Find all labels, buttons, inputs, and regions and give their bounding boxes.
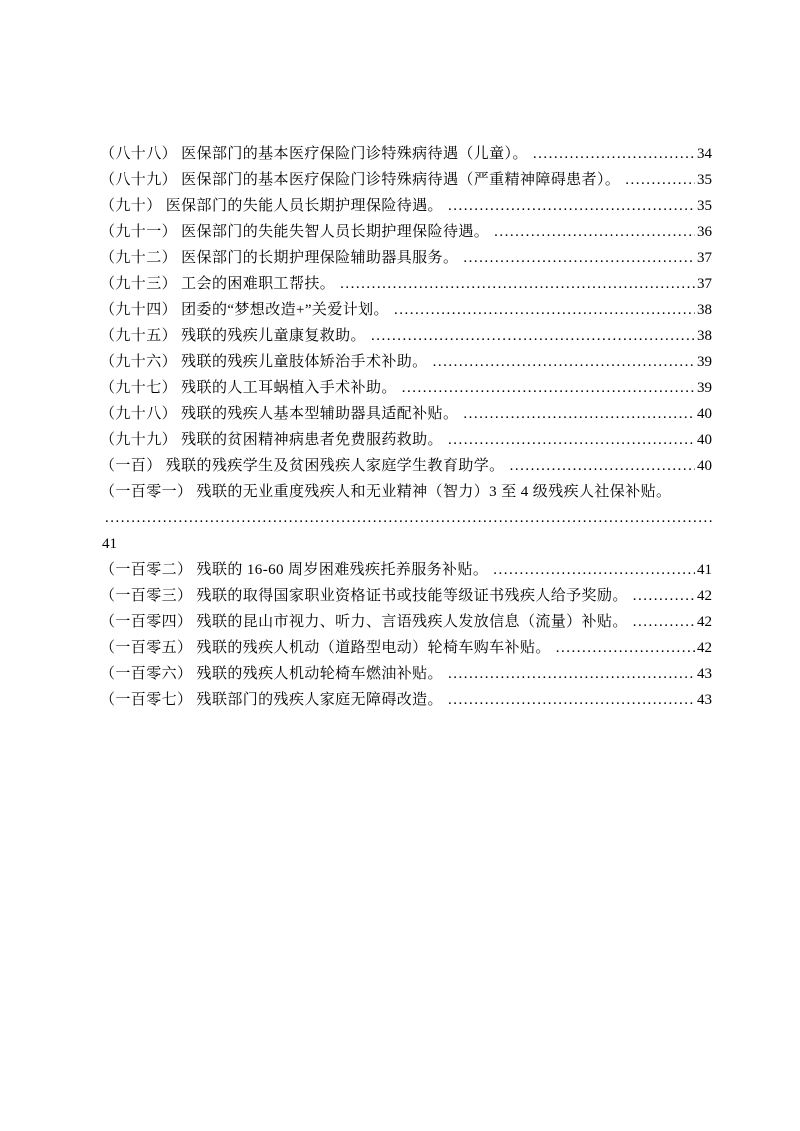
toc-entry bbox=[100, 375, 712, 401]
toc-dot-leader bbox=[551, 635, 695, 661]
toc-page-number: 37 bbox=[697, 276, 712, 292]
toc-entry bbox=[100, 245, 712, 271]
toc-dot-leader bbox=[628, 583, 695, 609]
toc-page-number: 39 bbox=[697, 354, 712, 370]
toc-entry bbox=[100, 349, 712, 375]
toc-entry-title: （一百零五） 残联的残疾人机动（道路型电动）轮椅车购车补贴。 bbox=[100, 640, 551, 656]
toc-page-number: 40 bbox=[697, 432, 712, 448]
toc-entry-title: （九十二） 医保部门的长期护理保险辅助器具服务。 bbox=[100, 250, 459, 266]
toc-entry bbox=[100, 219, 712, 245]
toc-page-number: 41 bbox=[697, 562, 712, 578]
toc-page-number: 42 bbox=[697, 614, 712, 630]
toc-page-number: 42 bbox=[697, 588, 712, 604]
toc-entry bbox=[100, 167, 712, 193]
toc-entry bbox=[100, 687, 712, 713]
toc-entry bbox=[100, 271, 712, 297]
toc-entry-title: （九十三） 工会的困难职工帮扶。 bbox=[100, 276, 336, 292]
toc-dot-leader bbox=[443, 687, 695, 713]
toc-dot-leader bbox=[628, 609, 695, 635]
toc-entry bbox=[100, 479, 712, 557]
toc-entry bbox=[100, 141, 712, 167]
toc-entry-title: （八十九） 医保部门的基本医疗保险门诊特殊病待遇（严重精神障碍患者）。 bbox=[100, 172, 621, 188]
toc-dot-leader bbox=[397, 375, 695, 401]
toc-entry-title: （九十六） 残联的残疾儿童肢体矫治手术补助。 bbox=[100, 354, 428, 370]
toc-page-number: 39 bbox=[697, 380, 712, 396]
toc-entry-title: （八十八） 医保部门的基本医疗保险门诊特殊病待遇（儿童）。 bbox=[100, 146, 528, 162]
toc-page-number: 38 bbox=[697, 328, 712, 344]
toc-page-number: 40 bbox=[697, 458, 712, 474]
toc-page-number: 38 bbox=[697, 302, 712, 318]
toc-dot-leader bbox=[366, 323, 695, 349]
toc-entry bbox=[100, 323, 712, 349]
toc-entry-title: （一百零一） 残联的无业重度残疾人和无业精神（智力）3 至 4 级残疾人社保补贴。 bbox=[100, 484, 672, 500]
toc-page-number: 43 bbox=[697, 692, 712, 708]
toc-entry-title: （一百零三） 残联的取得国家职业资格证书或技能等级证书残疾人给予奖励。 bbox=[100, 588, 628, 604]
toc-entry bbox=[100, 297, 712, 323]
toc-dot-leader bbox=[488, 557, 695, 583]
toc-dot-leader bbox=[505, 453, 695, 479]
toc-entry bbox=[100, 427, 712, 453]
toc-dot-leader bbox=[528, 141, 695, 167]
toc-entry bbox=[100, 453, 712, 479]
toc-dot-leader bbox=[443, 661, 695, 687]
toc-page-number: 43 bbox=[697, 666, 712, 682]
toc-page-number: 42 bbox=[697, 640, 712, 656]
toc-entry-title: （九十四） 团委的“梦想改造+”关爱计划。 bbox=[100, 302, 389, 318]
toc-entry bbox=[100, 583, 712, 609]
toc-page-number: 35 bbox=[697, 172, 712, 188]
toc-entry-title: （九十七） 残联的人工耳蜗植入手术补助。 bbox=[100, 380, 397, 396]
toc-entry-title: （九十） 医保部门的失能人员长期护理保险待遇。 bbox=[100, 198, 443, 214]
toc-dot-leader bbox=[458, 245, 695, 271]
toc-dot-leader bbox=[389, 297, 695, 323]
toc-dot-leader bbox=[100, 505, 712, 531]
toc-entry-title: （九十五） 残联的残疾儿童康复救助。 bbox=[100, 328, 366, 344]
toc-dot-leader bbox=[620, 167, 695, 193]
toc-dot-leader bbox=[428, 349, 695, 375]
toc-dot-leader bbox=[458, 401, 695, 427]
toc-page-number: 41 bbox=[102, 536, 117, 552]
toc-dot-leader bbox=[443, 193, 695, 219]
toc-entry-title: （一百） 残联的残疾学生及贫困残疾人家庭学生教育助学。 bbox=[100, 458, 505, 474]
toc-entry-title: （一百零七） 残联部门的残疾人家庭无障碍改造。 bbox=[100, 692, 443, 708]
toc-entry-title: （一百零二） 残联的 16-60 周岁困难残疾托养服务补贴。 bbox=[100, 562, 489, 578]
toc-dot-leader bbox=[489, 219, 695, 245]
toc-dot-leader bbox=[443, 427, 695, 453]
table-of-contents bbox=[100, 141, 712, 713]
toc-entry-title: （九十一） 医保部门的失能失智人员长期护理保险待遇。 bbox=[100, 224, 490, 240]
toc-entry-title: （一百零六） 残联的残疾人机动轮椅车燃油补贴。 bbox=[100, 666, 443, 682]
toc-page-number: 36 bbox=[697, 224, 712, 240]
toc-entry bbox=[100, 401, 712, 427]
toc-dot-leader bbox=[335, 271, 695, 297]
toc-entry bbox=[100, 609, 712, 635]
toc-entry-title: （九十九） 残联的贫困精神病患者免费服药救助。 bbox=[100, 432, 443, 448]
toc-entry bbox=[100, 661, 712, 687]
toc-page-number: 34 bbox=[697, 146, 712, 162]
toc-entry-title: （九十八） 残联的残疾人基本型辅助器具适配补贴。 bbox=[100, 406, 459, 422]
toc-entry bbox=[100, 193, 712, 219]
toc-page-number: 37 bbox=[697, 250, 712, 266]
toc-entry bbox=[100, 557, 712, 583]
toc-entry-title: （一百零四） 残联的昆山市视力、听力、言语残疾人发放信息（流量）补贴。 bbox=[100, 614, 628, 630]
toc-page-number: 35 bbox=[697, 198, 712, 214]
toc-entry bbox=[100, 635, 712, 661]
toc-page-number: 40 bbox=[697, 406, 712, 422]
